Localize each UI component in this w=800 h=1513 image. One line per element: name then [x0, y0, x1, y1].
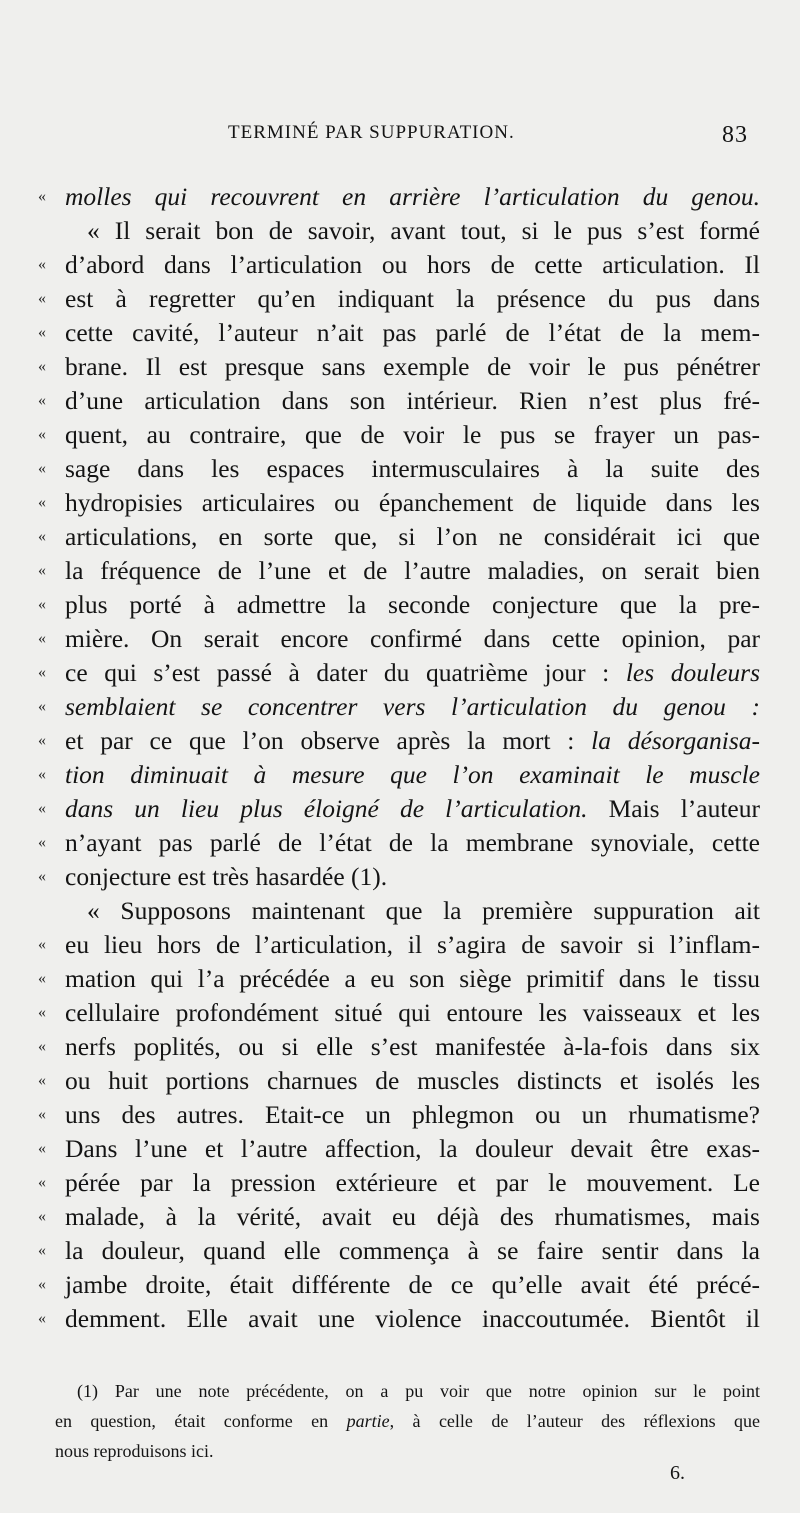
- quote-mark: «: [38, 392, 46, 409]
- body-text: [38, 180, 760, 1336]
- text-line: [38, 962, 760, 996]
- text-line: [38, 826, 760, 860]
- quote-mark: «: [38, 596, 46, 613]
- line-text: pérée par la pression extérieure et par le mouvement. Le: [65, 1168, 760, 1197]
- line-text: et par ce que l’on observe après la mort : la désorganisa-: [65, 726, 760, 755]
- footnote: [55, 1376, 760, 1466]
- quote-mark: «: [38, 426, 46, 443]
- line-text: quent, au contraire, que de voir le pus se frayer un pas-: [65, 420, 760, 449]
- quote-mark: «: [38, 936, 46, 953]
- quote-mark: «: [38, 732, 46, 749]
- quote-mark: «: [38, 562, 46, 579]
- quote-mark: «: [38, 970, 46, 987]
- quote-mark: «: [38, 188, 46, 205]
- quote-mark: «: [38, 460, 46, 477]
- text-line: [38, 1030, 760, 1064]
- quote-mark: «: [38, 834, 46, 851]
- text-line: [38, 554, 760, 588]
- line-text: tion diminuait à mesure que l’on examinait le muscle: [65, 760, 760, 789]
- line-text: « Il serait bon de savoir, avant tout, si le pus s’est formé: [87, 216, 760, 245]
- quote-mark: «: [38, 256, 46, 273]
- text-line: [38, 792, 760, 826]
- line-text: semblaient se concentrer vers l’articulation du genou :: [65, 692, 760, 721]
- running-title: TERMINÉ PAR SUPPURATION.: [228, 122, 515, 143]
- text-line: [38, 996, 760, 1030]
- quote-mark: «: [38, 800, 46, 817]
- line-text: cellulaire profondément situé qui entoure les vaisseaux et les: [65, 998, 760, 1027]
- signature-mark: 6.: [670, 1462, 685, 1484]
- text-line: [38, 1132, 760, 1166]
- line-text: la douleur, quand elle commença à se faire sentir dans la: [65, 1236, 760, 1265]
- text-line: [38, 1064, 760, 1098]
- text-line: [38, 724, 760, 758]
- text-line: [38, 1302, 760, 1336]
- line-text: uns des autres. Etait-ce un phlegmon ou un rhumatisme?: [65, 1100, 760, 1129]
- text-line: [38, 690, 760, 724]
- footnote-line: [55, 1406, 760, 1436]
- quote-mark: «: [38, 1106, 46, 1123]
- quote-mark: «: [38, 868, 46, 885]
- quote-mark: «: [38, 1242, 46, 1259]
- line-text: hydropisies articulaires ou épanchement de liquide dans les: [65, 488, 760, 517]
- line-text: demment. Elle avait une violence inaccoutumée. Bientôt il: [65, 1304, 760, 1333]
- line-text: d’abord dans l’articulation ou hors de cette articulation. Il: [65, 250, 760, 279]
- text-line: [38, 452, 760, 486]
- line-text: ce qui s’est passé à dater du quatrième jour : les douleurs: [65, 658, 760, 687]
- line-text: mière. On serait encore confirmé dans cette opinion, par: [65, 624, 760, 653]
- footnote-line: [55, 1436, 760, 1466]
- text-line: [38, 758, 760, 792]
- line-text: molles qui recouvrent en arrière l’articulation du genou.: [65, 182, 760, 211]
- line-text: la fréquence de l’une et de l’autre maladies, on serait bien: [65, 556, 760, 585]
- line-text: cette cavité, l’auteur n’ait pas parlé de l’état de la mem-: [65, 318, 760, 347]
- quote-mark: «: [38, 494, 46, 511]
- page-number: 83: [722, 122, 748, 148]
- footnote-line: [55, 1376, 760, 1406]
- text-line: [38, 180, 760, 214]
- text-line: [38, 1166, 760, 1200]
- footnote-text: nous reproduisons ici.: [55, 1441, 214, 1461]
- quote-mark: «: [38, 698, 46, 715]
- line-text: articulations, en sorte que, si l’on ne considérait ici que: [65, 522, 760, 551]
- line-text: « Supposons maintenant que la première suppuration ait: [87, 896, 760, 925]
- line-text: dans un lieu plus éloigné de l’articulation. Mais l’auteur: [65, 794, 760, 823]
- line-text: ou huit portions charnues de muscles distincts et isolés les: [65, 1066, 760, 1095]
- text-line: [38, 350, 760, 384]
- text-line: [38, 1234, 760, 1268]
- line-text: nerfs poplités, ou si elle s’est manifestée à-la-fois dans six: [65, 1032, 760, 1061]
- line-text: n’ayant pas parlé de l’état de la membrane synoviale, cette: [65, 828, 760, 857]
- line-text: eu lieu hors de l’articulation, il s’agira de savoir si l’inflam-: [65, 930, 760, 959]
- line-text: d’une articulation dans son intérieur. Rien n’est plus fré-: [65, 386, 760, 415]
- text-line: [38, 520, 760, 554]
- quote-mark: «: [38, 1208, 46, 1225]
- text-line: [38, 1098, 760, 1132]
- quote-mark: «: [38, 1310, 46, 1327]
- footnote-text: (1) Par une note précédente, on a pu voir que notre opinion sur le point: [77, 1381, 760, 1401]
- line-text: conjecture est très hasardée (1).: [65, 862, 388, 891]
- text-line: [38, 418, 760, 452]
- footnote-text: en question, était conforme en partie, à celle de l’auteur des réflexions que: [55, 1411, 760, 1431]
- line-text: malade, à la vérité, avait eu déjà des rhumatismes, mais: [65, 1202, 760, 1231]
- text-line: [38, 248, 760, 282]
- quote-mark: «: [38, 1276, 46, 1293]
- quote-mark: «: [38, 358, 46, 375]
- line-text: jambe droite, était différente de ce qu’elle avait été précé-: [65, 1270, 760, 1299]
- quote-mark: «: [38, 324, 46, 341]
- text-line: [38, 282, 760, 316]
- quote-mark: «: [38, 630, 46, 647]
- quote-mark: «: [38, 766, 46, 783]
- quote-mark: «: [38, 1004, 46, 1021]
- text-line: [38, 486, 760, 520]
- text-line: [38, 860, 760, 894]
- text-line: [38, 1268, 760, 1302]
- text-line: [38, 928, 760, 962]
- line-text: sage dans les espaces intermusculaires à la suite des: [65, 454, 760, 483]
- text-line: [38, 1200, 760, 1234]
- text-line: [38, 656, 760, 690]
- text-line: [38, 894, 760, 928]
- quote-mark: «: [38, 290, 46, 307]
- text-line: [38, 214, 760, 248]
- text-line: [38, 316, 760, 350]
- quote-mark: «: [38, 664, 46, 681]
- line-text: mation qui l’a précédée a eu son siège primitif dans le tissu: [65, 964, 760, 993]
- quote-mark: «: [38, 1174, 46, 1191]
- quote-mark: «: [38, 1072, 46, 1089]
- text-line: [38, 622, 760, 656]
- text-line: [38, 384, 760, 418]
- quote-mark: «: [38, 1038, 46, 1055]
- line-text: plus porté à admettre la seconde conjecture que la pre-: [65, 590, 760, 619]
- text-line: [38, 588, 760, 622]
- line-text: brane. Il est presque sans exemple de voir le pus pénétrer: [65, 352, 760, 381]
- quote-mark: «: [38, 528, 46, 545]
- line-text: est à regretter qu’en indiquant la présence du pus dans: [65, 284, 760, 313]
- line-text: Dans l’une et l’autre affection, la douleur devait être exas-: [65, 1134, 760, 1163]
- quote-mark: «: [38, 1140, 46, 1157]
